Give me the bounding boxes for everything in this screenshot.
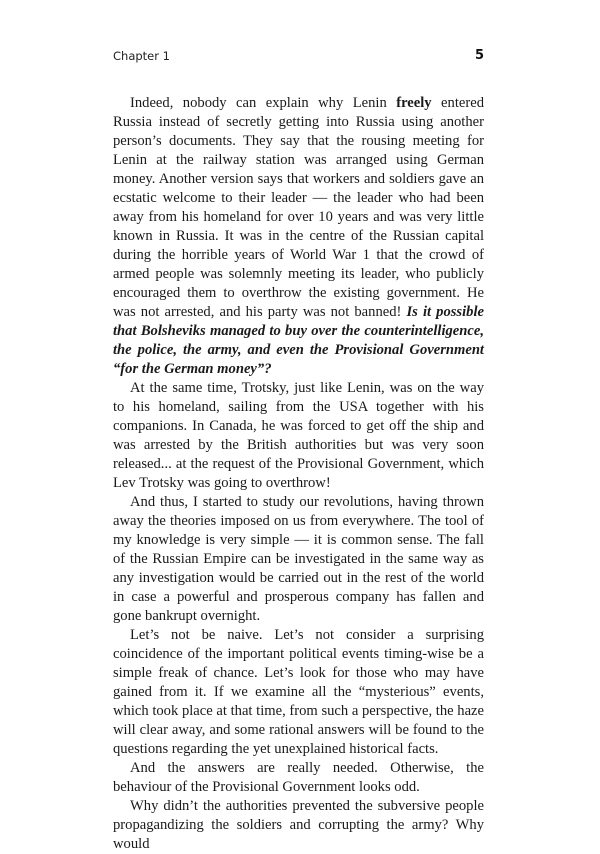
paragraph: And thus, I started to study our revolutions, having thrown away the theories imposed on us from everywhere. The tool of my knowledge is very simple — it is common sense. The fall of the Russian Empire can be investigated in the same way as any investigation would be carried out in the rest of the world in case a powerful and prosperous company has fallen and gone bankrupt overnight. <box>113 494 484 624</box>
emphasis-bold: freely <box>396 95 432 111</box>
chapter-label: Chapter 1 <box>113 49 170 63</box>
emphasis-italic: Is it possible that Bolsheviks managed to buy over the counterintelligence, the police, the army, and even the Provisional Government “for the German money”? <box>113 304 484 377</box>
paragraph: At the same time, Trotsky, just like Lenin, was on the way to his homeland, sailing from the USA together with his companions. In Canada, he was forced to get off the ship and was arrested by the British authorities but was very soon released... at the request of the Provisional Government, which Lev Trotsky was going to overthrow! <box>113 380 484 491</box>
running-head <box>113 49 484 67</box>
paragraph: Let’s not be naive. Let’s not consider a surprising coincidence of the important political events timing-wise be a simple freak of chance. Let’s look for those who may have gained from it. If we examine all the “mysterious” events, which took place at that time, from such a perspective, the haze will clear away, and some rational answers will be found to the questions regarding the yet unexplained historical facts. <box>113 627 484 757</box>
body-text <box>113 94 484 854</box>
paragraph: Indeed, nobody can explain why Lenin freely entered Russia instead of secretly getting into Russia using another person’s documents. They say that the rousing meeting for Lenin at the railway station was arranged using German money. Another version says that workers and soldiers gave an ecstatic welcome to their leader — the leader who had been away from his homeland for over 10 years and was very little known in Russia. It was in the centre of the Russian capital during the horrible years of World War 1 that the crowd of armed people was solemnly meeting its leader, who publicly encouraged them to overthrow the existing government. He was not arrested, and his party was not banned! Is it possible that Bolsheviks managed to buy over the counterintelligence, the police, the army, and even the Provisional Government “for the German money”? <box>113 95 484 377</box>
paragraph: And the answers are really needed. Otherwise, the behaviour of the Provisional Government looks odd. <box>113 760 484 795</box>
page-number: 5 <box>474 48 484 63</box>
paragraph: Why didn’t the authorities prevented the subversive people propagandizing the soldiers and corrupting the army? Why would <box>113 798 484 852</box>
